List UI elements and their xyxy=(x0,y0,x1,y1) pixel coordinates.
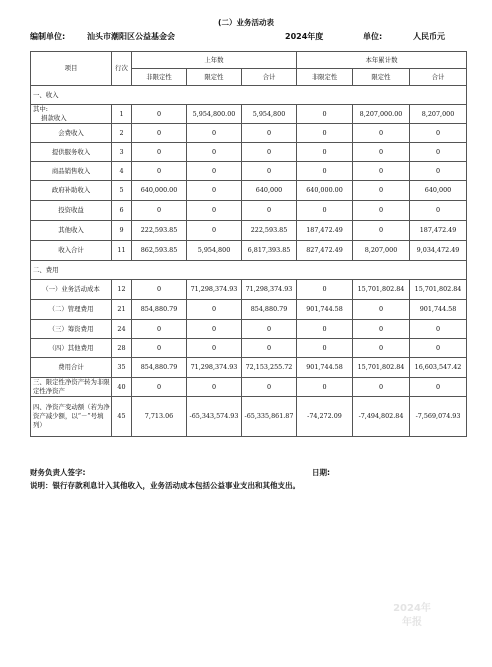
row-label: （三）筹资费用 xyxy=(31,320,112,339)
date-label: 日期: xyxy=(312,468,330,477)
row-label: 四、净资产变动额（若为净资产减少额，以“－”号填列） xyxy=(31,397,112,437)
row-value: 0 xyxy=(187,339,242,358)
table-row xyxy=(31,378,467,397)
row-label: 其中: 捐款收入 xyxy=(31,105,112,124)
row-value: 8,207,000 xyxy=(353,241,410,261)
row-line-number: 21 xyxy=(112,300,132,320)
report-title: (二）业务活动表 xyxy=(218,18,274,27)
row-value: 15,701,802.84 xyxy=(410,280,467,300)
row-value: 854,880.79 xyxy=(242,300,297,320)
row-value: 0 xyxy=(410,143,467,162)
row-label: 政府补助收入 xyxy=(31,181,112,201)
row-value: 0 xyxy=(132,143,187,162)
row-line-number: 28 xyxy=(112,339,132,358)
row-value: 0 xyxy=(353,339,410,358)
row-line-number: 1 xyxy=(112,105,132,124)
row-line-number: 45 xyxy=(112,397,132,437)
row-value: 0 xyxy=(132,280,187,300)
row-line-number: 5 xyxy=(112,181,132,201)
row-value: 0 xyxy=(410,124,467,143)
table-row xyxy=(31,358,467,378)
row-value: 187,472.49 xyxy=(297,221,353,241)
row-value: 901,744.58 xyxy=(410,300,467,320)
row-value: 0 xyxy=(242,320,297,339)
row-label: （二）管理费用 xyxy=(31,300,112,320)
watermark-line1: 2024年 xyxy=(393,603,431,614)
row-value: 901,744.58 xyxy=(297,358,353,378)
row-value: 0 xyxy=(242,339,297,358)
sub-restricted-prev: 限定性 xyxy=(187,69,242,86)
row-label: 会费收入 xyxy=(31,124,112,143)
row-value: 640,000 xyxy=(410,181,467,201)
row-value: 72,153,255.72 xyxy=(242,358,297,378)
row-label: 投资收益 xyxy=(31,201,112,221)
row-value: 0 xyxy=(410,320,467,339)
row-value: 222,593.85 xyxy=(242,221,297,241)
table-row xyxy=(31,105,467,124)
row-value: 16,603,547.42 xyxy=(410,358,467,378)
col-item-header: 项目 xyxy=(31,52,112,86)
row-line-number: 35 xyxy=(112,358,132,378)
table-row xyxy=(31,221,467,241)
row-value: 0 xyxy=(297,320,353,339)
table-row xyxy=(31,397,467,437)
row-value: 0 xyxy=(353,221,410,241)
row-value: 0 xyxy=(187,201,242,221)
row-value: 640,000.00 xyxy=(297,181,353,201)
row-value: 71,298,374.93 xyxy=(187,280,242,300)
row-value: 5,954,800 xyxy=(187,241,242,261)
table-row xyxy=(31,320,467,339)
row-value: 0 xyxy=(242,143,297,162)
row-label: 商品销售收入 xyxy=(31,162,112,181)
row-value: 0 xyxy=(132,201,187,221)
row-value: 0 xyxy=(353,143,410,162)
col-curr-header: 本年累计数 xyxy=(297,52,467,69)
row-value: 0 xyxy=(353,181,410,201)
col-prev-header: 上年数 xyxy=(132,52,297,69)
explanation-note: 说明：银行存款利息计入其他收入，业务活动成本包括公益事业支出和其他支出。 xyxy=(30,481,300,490)
sub-total-prev: 合计 xyxy=(242,69,297,86)
report-year: 2024年度 xyxy=(285,32,324,41)
table-row xyxy=(31,181,467,201)
row-value: 0 xyxy=(353,124,410,143)
row-label: 三、限定性净资产转为非限定性净资产 xyxy=(31,378,112,397)
currency-name: 人民币元 xyxy=(413,32,445,41)
row-value: 0 xyxy=(132,378,187,397)
row-value: 0 xyxy=(353,378,410,397)
row-label: （四）其他费用 xyxy=(31,339,112,358)
row-value: -7,494,802.84 xyxy=(353,397,410,437)
row-value: 0 xyxy=(132,162,187,181)
row-value: 0 xyxy=(410,162,467,181)
row-value: 187,472.49 xyxy=(410,221,467,241)
row-line-number: 6 xyxy=(112,201,132,221)
table-row xyxy=(31,124,467,143)
section-row xyxy=(31,86,467,105)
row-value: 15,701,802.84 xyxy=(353,358,410,378)
row-value: 71,298,374.93 xyxy=(187,358,242,378)
row-value: 0 xyxy=(242,124,297,143)
row-value: 0 xyxy=(187,320,242,339)
row-value: 7,713.06 xyxy=(132,397,187,437)
row-value: 0 xyxy=(242,201,297,221)
row-line-number: 12 xyxy=(112,280,132,300)
row-value: 0 xyxy=(187,181,242,201)
row-value: 9,034,472.49 xyxy=(410,241,467,261)
row-line-number: 4 xyxy=(112,162,132,181)
row-value: 8,207,000 xyxy=(410,105,467,124)
row-value: 0 xyxy=(187,143,242,162)
row-value: 0 xyxy=(353,201,410,221)
row-value: 0 xyxy=(297,201,353,221)
table-row xyxy=(31,339,467,358)
row-value: 0 xyxy=(187,124,242,143)
row-value: -74,272.09 xyxy=(297,397,353,437)
row-value: 0 xyxy=(353,320,410,339)
sub-total-curr: 合计 xyxy=(410,69,467,86)
row-line-number: 9 xyxy=(112,221,132,241)
row-value: 0 xyxy=(187,300,242,320)
row-value: 901,744.58 xyxy=(297,300,353,320)
signature-label: 财务负责人签字: xyxy=(30,468,86,477)
row-value: 6,817,393.85 xyxy=(242,241,297,261)
row-value: 0 xyxy=(297,280,353,300)
row-value: 0 xyxy=(132,339,187,358)
row-value: 0 xyxy=(187,162,242,181)
row-value: 0 xyxy=(410,201,467,221)
row-value: 5,954,800.00 xyxy=(187,105,242,124)
row-label: （一）业务活动成本 xyxy=(31,280,112,300)
row-line-number: 2 xyxy=(112,124,132,143)
row-value: -65,335,861.87 xyxy=(242,397,297,437)
table-row xyxy=(31,143,467,162)
row-value: 827,472.49 xyxy=(297,241,353,261)
row-value: -65,343,574.93 xyxy=(187,397,242,437)
row-value: 0 xyxy=(297,378,353,397)
row-value: -7,569,074.93 xyxy=(410,397,467,437)
sub-unrestricted-curr: 非限定性 xyxy=(297,69,353,86)
table-row xyxy=(31,201,467,221)
row-value: 0 xyxy=(242,378,297,397)
row-value: 640,000.00 xyxy=(132,181,187,201)
row-value: 8,207,000.00 xyxy=(353,105,410,124)
sub-restricted-curr: 限定性 xyxy=(353,69,410,86)
watermark xyxy=(389,602,435,630)
row-value: 0 xyxy=(132,320,187,339)
row-value: 0 xyxy=(410,378,467,397)
row-label: 其他收入 xyxy=(31,221,112,241)
row-value: 0 xyxy=(297,124,353,143)
row-line-number: 40 xyxy=(112,378,132,397)
table-row xyxy=(31,241,467,261)
row-line-number: 11 xyxy=(112,241,132,261)
row-label: 收入合计 xyxy=(31,241,112,261)
row-label: 提供服务收入 xyxy=(31,143,112,162)
row-value: 0 xyxy=(297,339,353,358)
row-value: 0 xyxy=(132,124,187,143)
row-value: 640,000 xyxy=(242,181,297,201)
row-value: 0 xyxy=(353,300,410,320)
unit-label: 编制单位: xyxy=(30,32,66,41)
row-value: 0 xyxy=(297,162,353,181)
section-label: 一、收入 xyxy=(31,86,467,105)
row-value: 0 xyxy=(132,105,187,124)
activity-table xyxy=(30,51,467,437)
col-line-header: 行次 xyxy=(112,52,132,86)
row-value: 0 xyxy=(353,162,410,181)
row-value: 222,593.85 xyxy=(132,221,187,241)
table-row xyxy=(31,162,467,181)
table-row xyxy=(31,280,467,300)
row-value: 0 xyxy=(187,221,242,241)
row-value: 15,701,802.84 xyxy=(353,280,410,300)
sub-unrestricted-prev: 非限定性 xyxy=(132,69,187,86)
row-value: 854,880.79 xyxy=(132,300,187,320)
row-value: 5,954,800 xyxy=(242,105,297,124)
row-line-number: 3 xyxy=(112,143,132,162)
row-label: 费用合计 xyxy=(31,358,112,378)
unit-name: 汕头市潮阳区公益基金会 xyxy=(87,32,175,41)
row-value: 862,593.85 xyxy=(132,241,187,261)
section-row xyxy=(31,261,467,280)
table-row xyxy=(31,300,467,320)
row-value: 0 xyxy=(297,143,353,162)
row-value: 0 xyxy=(297,105,353,124)
section-label: 二、费用 xyxy=(31,261,467,280)
currency-label: 单位: xyxy=(363,32,383,41)
row-value: 0 xyxy=(410,339,467,358)
watermark-line2: 年报 xyxy=(402,617,422,628)
row-value: 0 xyxy=(242,162,297,181)
row-value: 854,880.79 xyxy=(132,358,187,378)
row-line-number: 24 xyxy=(112,320,132,339)
row-value: 0 xyxy=(187,378,242,397)
row-value: 71,298,374.93 xyxy=(242,280,297,300)
